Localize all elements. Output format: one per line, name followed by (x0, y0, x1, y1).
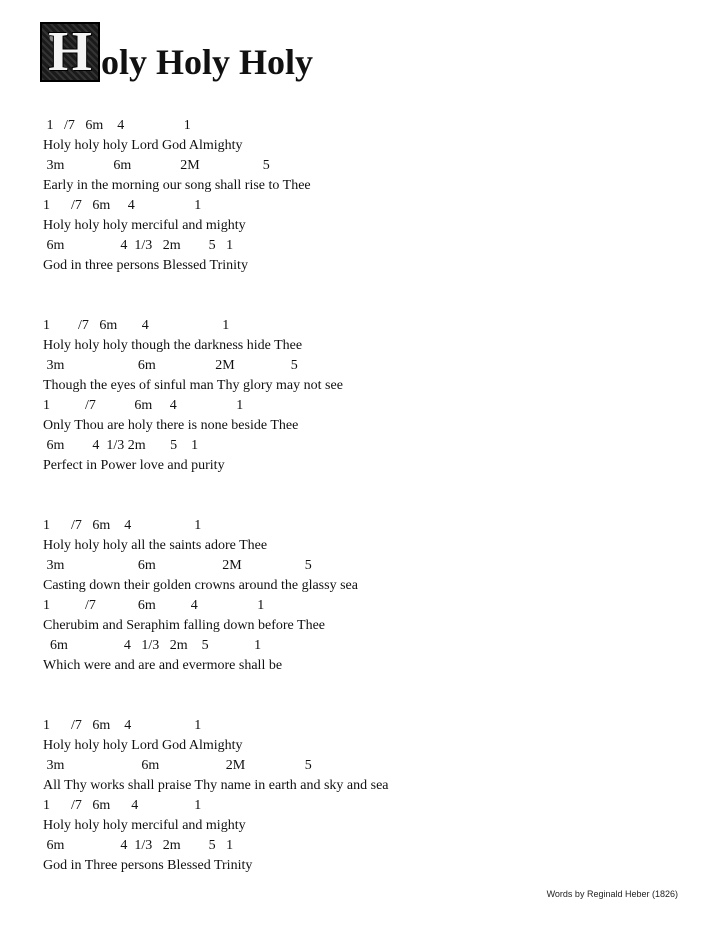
lyric-line: Holy holy holy though the darkness hide Thee (43, 338, 303, 353)
chord-line: 6m 4 1/3 2m 5 1 (43, 438, 199, 453)
verse (43, 116, 389, 276)
chord-line: 1 /7 6m 4 1 (43, 718, 202, 733)
chord-line: 1 /7 6m 4 1 (43, 798, 202, 813)
chord-line: 6m 4 1/3 2m 5 1 (43, 238, 234, 253)
song-body (43, 116, 389, 876)
title-text: oly Holy Holy (101, 42, 314, 82)
lyric-line: Holy holy holy merciful and mighty (43, 818, 246, 833)
lyric-line: All Thy works shall praise Thy name in earth and sky and sea (43, 778, 389, 793)
lyric-line: Perfect in Power love and purity (43, 458, 225, 473)
lyric-line: Holy holy holy Lord God Almighty (43, 738, 243, 753)
chord-line: 3m 6m 2M 5 (43, 158, 270, 173)
lyric-line: Holy holy holy Lord God Almighty (43, 138, 243, 153)
verse (43, 316, 389, 476)
verse-spacer (43, 276, 389, 316)
verse (43, 716, 389, 876)
lyric-line: Holy holy holy merciful and mighty (43, 218, 246, 233)
lyric-line: Cherubim and Seraphim falling down before Thee (43, 618, 325, 633)
song-title (40, 22, 313, 82)
chord-line: 1 /7 6m 4 1 (43, 598, 265, 613)
lyric-line: Though the eyes of sinful man Thy glory may not see (43, 378, 343, 393)
lyric-line: God in Three persons Blessed Trinity (43, 858, 253, 873)
chord-line: 3m 6m 2M 5 (43, 358, 298, 373)
lyric-line: Which were and are and evermore shall be (43, 658, 283, 673)
lyric-line: Casting down their golden crowns around the glassy sea (43, 578, 358, 593)
verse-spacer (43, 476, 389, 516)
chord-line: 6m 4 1/3 2m 5 1 (43, 838, 234, 853)
chord-line: 1 /7 6m 4 1 (43, 398, 244, 413)
chord-line: 3m 6m 2M 5 (43, 758, 312, 773)
credit-line: Words by Reginald Heber (1826) (546, 889, 678, 899)
verse-spacer (43, 676, 389, 716)
lyric-line: Holy holy holy all the saints adore Thee (43, 538, 268, 553)
lyric-line: Early in the morning our song shall rise to Thee (43, 178, 311, 193)
lyric-line: God in three persons Blessed Trinity (43, 258, 248, 273)
lyric-line: Only Thou are holy there is none beside Thee (43, 418, 299, 433)
dropcap-letter: H (48, 21, 92, 83)
ornamental-dropcap-icon (40, 22, 100, 82)
chord-line: 3m 6m 2M 5 (43, 558, 312, 573)
chord-line: 1 /7 6m 4 1 (43, 318, 230, 333)
chord-line: 1 /7 6m 4 1 (43, 518, 202, 533)
chord-line: 1 /7 6m 4 1 (43, 118, 191, 133)
chord-line: 6m 4 1/3 2m 5 1 (43, 638, 262, 653)
verse (43, 516, 389, 676)
chord-line: 1 /7 6m 4 1 (43, 198, 202, 213)
